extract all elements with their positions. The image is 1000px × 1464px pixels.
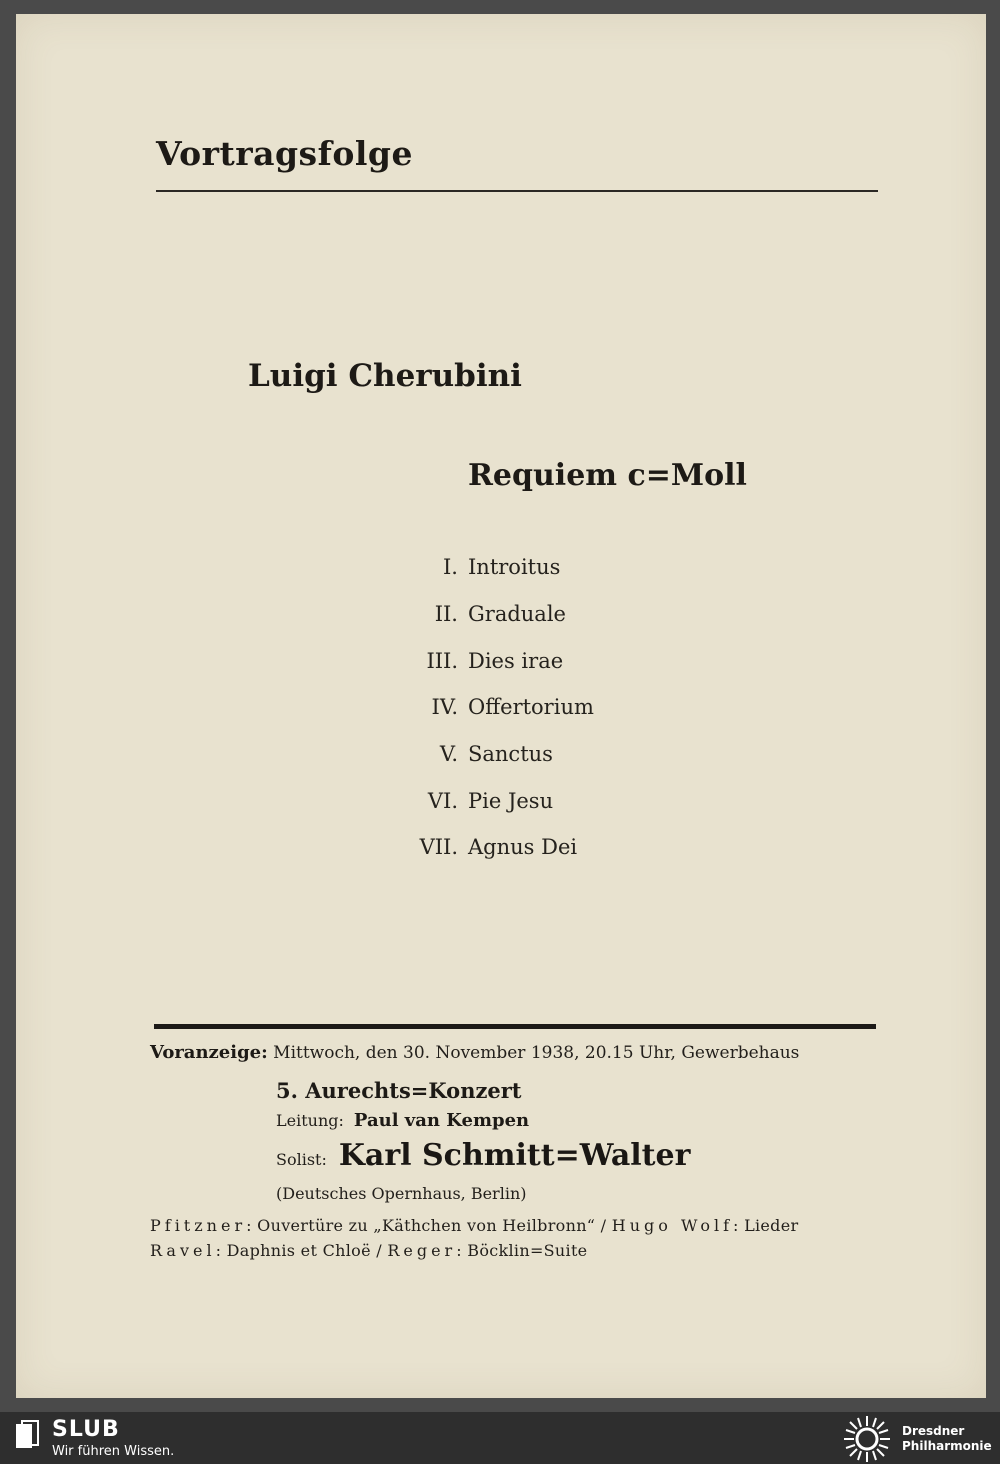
list-item	[376, 777, 616, 824]
movement-name: Graduale	[468, 602, 566, 627]
movement-number: V.	[439, 742, 458, 767]
next-concert-title: 5. Aurechts=Konzert	[276, 1078, 522, 1103]
announcement-label: Voranzeige:	[150, 1042, 268, 1063]
program-work: : Daphnis et Chloë /	[215, 1241, 388, 1260]
sunburst-logo-icon	[842, 1414, 892, 1464]
program-composer: Reger	[387, 1241, 457, 1260]
work-key: c=Moll	[627, 458, 747, 493]
announcement-date: Mittwoch, den 30. November 1938, 20.15 Uhr, Gewerbehaus	[273, 1043, 800, 1063]
program-composer: Hugo Wolf	[611, 1216, 733, 1235]
movement-number: IV.	[431, 695, 458, 720]
movement-name: Pie Jesu	[468, 788, 554, 813]
program-sheet	[16, 14, 986, 1398]
announcement-divider	[154, 1024, 876, 1029]
program-composer: Ravel	[150, 1241, 216, 1260]
slub-logo-icon	[14, 1420, 40, 1450]
movement-list	[376, 544, 616, 871]
slub-name: SLUB	[52, 1417, 120, 1442]
conductor-label: Leitung:	[276, 1111, 344, 1130]
slub-tagline: Wir führen Wissen.	[52, 1444, 175, 1459]
movement-number: II.	[434, 602, 458, 627]
partner-name-line1: Dresdner	[902, 1424, 965, 1438]
soloist-label: Solist:	[276, 1150, 327, 1169]
list-item	[376, 637, 616, 684]
list-item	[376, 731, 616, 778]
movement-number: III.	[426, 648, 458, 673]
movement-number: I.	[443, 555, 458, 580]
movement-name: Agnus Dei	[468, 835, 578, 860]
work-title	[468, 458, 747, 493]
program-composer: Pfitzner	[150, 1216, 247, 1235]
movement-name: Sanctus	[468, 742, 553, 767]
soloist-name: Karl Schmitt=Walter	[338, 1138, 691, 1173]
work-title-text: Requiem	[468, 458, 618, 493]
composer-name: Luigi Cherubini	[248, 358, 522, 394]
program-work: : Lieder	[733, 1216, 799, 1235]
list-item	[376, 684, 616, 731]
partner-name	[902, 1424, 992, 1454]
soloist-line	[276, 1138, 690, 1173]
list-item	[376, 824, 616, 871]
program-line-2	[150, 1241, 587, 1260]
movement-name: Offertorium	[468, 695, 594, 720]
footer-bar	[0, 1412, 1000, 1464]
movement-name: Introitus	[468, 555, 561, 580]
movement-number: VII.	[419, 835, 458, 860]
partner-name-line2: Philharmonie	[902, 1439, 992, 1453]
program-work: : Böcklin=Suite	[456, 1241, 588, 1260]
movement-name: Dies irae	[468, 648, 564, 673]
announcement-line	[150, 1042, 880, 1063]
conductor-line	[276, 1110, 529, 1131]
conductor-name: Paul van Kempen	[353, 1110, 530, 1131]
program-work: : Ouvertüre zu „Käthchen von Heilbronn“ /	[246, 1216, 612, 1235]
list-item	[376, 591, 616, 638]
page-heading: Vortragsfolge	[156, 134, 413, 173]
list-item	[376, 544, 616, 591]
movement-number: VI.	[427, 788, 458, 813]
program-line-1	[150, 1216, 798, 1235]
soloist-affiliation: (Deutsches Opernhaus, Berlin)	[276, 1184, 527, 1203]
heading-divider	[156, 190, 878, 192]
